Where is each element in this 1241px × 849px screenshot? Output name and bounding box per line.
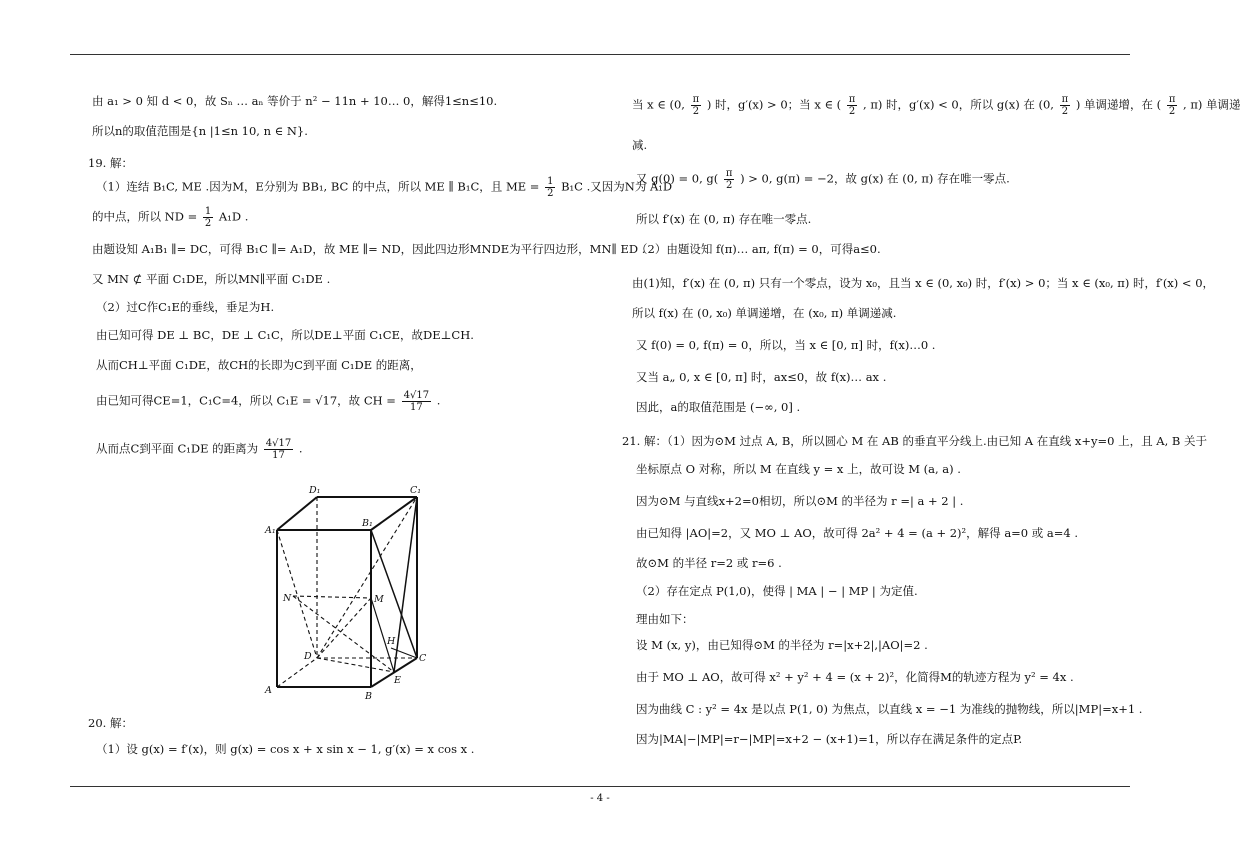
- problem-21-line: 21. 解：（1）因为⊙M 过点 A, B，所以圆心 M 在 AB 的垂直平分线上.由已知 A 在直线 x+y=0 上，且 A, B 关于: [622, 434, 1207, 448]
- text-line: （1）设 g(x) = f′(x)，则 g(x) = cos x + x sin x − 1, g′(x) = x cos x .: [96, 742, 475, 756]
- text-span: , π) 单调递: [1183, 97, 1241, 112]
- text-span: 又 g(0) = 0, g(: [636, 171, 719, 186]
- text-line: 设 M (x, y)，由已知得⊙M 的半径为 r=|x+2|,|AO|=2 .: [636, 638, 928, 652]
- text-span: .: [298, 441, 303, 456]
- text-line: 因为曲线 C : y² = 4x 是以点 P(1, 0) 为焦点，以直线 x = −1 为准线的抛物线，所以|MP|=x+1 .: [636, 702, 1143, 716]
- text-span: , π) 时，g′(x) < 0，所以 g(x) 在 (0,: [863, 97, 1054, 112]
- text-line: 减.: [632, 138, 648, 152]
- text-line: [92, 206, 248, 229]
- text-line: [96, 176, 672, 199]
- text-line: 又当 a„ 0, x ∈ [0, π] 时，ax≤0，故 f(x)… ax .: [636, 370, 887, 384]
- label-E: E: [394, 675, 401, 686]
- text-line: 坐标原点 O 对称，所以 M 在直线 y = x 上，故可设 M (a, a) .: [636, 462, 961, 476]
- text-line: 由于 MO ⊥ AO，故可得 x² + y² + 4 = (x + 2)²，化简得M的轨迹方程为 y² = 4x .: [636, 670, 1074, 684]
- text-line: 理由如下：: [636, 612, 694, 626]
- fraction: $\frac{\pi}{2}$: [848, 94, 856, 117]
- text-line: 所以 f′(x) 在 (0, π) 存在唯一零点.: [636, 212, 812, 226]
- text-line: 所以n的取值范围是{n |1≤n 10, n ∈ N}.: [92, 124, 308, 138]
- label-D: D: [304, 651, 312, 662]
- text-line: 由已知得 |AO|=2，又 MO ⊥ AO，故可得 2a² + 4 = (a + 2)²，解得 a=0 或 a=4 .: [636, 526, 1079, 540]
- problem-20-heading: 20. 解：: [88, 716, 133, 730]
- text-line: （2）过C作C₁E的垂线，垂足为H.: [96, 300, 275, 314]
- problem-19-heading: 19. 解：: [88, 156, 133, 170]
- text-span: .: [436, 393, 441, 408]
- text-line: （2）存在定点 P(1,0)，使得 | MA | − | MP | 为定值.: [636, 584, 918, 598]
- bottom-rule: [70, 786, 1130, 787]
- fraction: $\frac{4√17}{17}$: [265, 438, 292, 461]
- text-line: 又 MN ⊄ 平面 C₁DE，所以MN∥平面 C₁DE .: [92, 272, 331, 286]
- text-line: （2）由题设知 f(π)… aπ, f(π) = 0，可得a≤0.: [636, 242, 881, 256]
- label-M: M: [374, 594, 384, 605]
- top-rule: [70, 54, 1130, 55]
- label-H: H: [387, 636, 396, 647]
- text-line: 由(1)知，f′(x) 在 (0, π) 只有一个零点，设为 x₀，且当 x ∈ (0, x₀) 时，f′(x) > 0；当 x ∈ (x₀, π) 时，f′(x) < 0，: [632, 276, 1215, 290]
- text-line: 由已知可得 DE ⊥ BC，DE ⊥ C₁C，所以DE⊥平面 C₁CE，故DE⊥CH.: [96, 328, 474, 342]
- text-span: ) > 0, g(π) = −2，故 g(x) 在 (0, π) 存在唯一零点.: [740, 171, 1010, 186]
- text-span: A₁D .: [218, 209, 249, 224]
- text-line: [96, 438, 303, 461]
- text-line: 从而CH⊥平面 C₁DE，故CH的长即为C到平面 C₁DE 的距离，: [96, 358, 422, 372]
- text-line: 由 a₁ > 0 知 d < 0，故 Sₙ … aₙ 等价于 n² − 11n + 10… 0，解得1≤n≤10.: [92, 94, 498, 108]
- text-line: 由题设知 A₁B₁ ∥= DC，可得 B₁C ∥= A₁D，故 ME ∥= ND，因此四边形MNDE为平行四边形，MN∥ ED .: [92, 242, 646, 256]
- text-line: 因此，a的取值范围是 (−∞, 0] .: [636, 400, 801, 414]
- text-line: 因为⊙M 与直线x+2=0相切，所以⊙M 的半径为 r =| a + 2 | .: [636, 494, 964, 508]
- fraction: $\frac{\pi}{2}$: [725, 168, 733, 191]
- text-line: 所以 f(x) 在 (0, x₀) 单调递增，在 (x₀, π) 单调递减.: [632, 306, 897, 320]
- text-span: （1）连结 B₁C, ME .因为M，E分别为 BB₁, BC 的中点，所以 ME ∥ B₁C，且 ME =: [96, 179, 544, 194]
- label-B: B: [365, 691, 372, 702]
- label-C1: C₁: [410, 485, 422, 496]
- fraction: $\frac{\pi}{2}$: [1168, 94, 1176, 117]
- text-span: ) 时，g′(x) > 0；当 x ∈ (: [706, 97, 842, 112]
- label-B1: B₁: [362, 518, 373, 529]
- text-span: 的中点，所以 ND =: [92, 209, 201, 224]
- label-C: C: [419, 653, 427, 664]
- fraction: $\frac{4√17}{17}$: [403, 390, 430, 413]
- text-span: 当 x ∈ (0,: [632, 97, 685, 112]
- text-span: 从而点C到平面 C₁DE 的距离为: [96, 441, 259, 456]
- fraction: $\frac{1}{2}$: [204, 206, 212, 229]
- page-number: - 4 -: [590, 793, 610, 804]
- fraction: $\frac{\pi}{2}$: [692, 94, 700, 117]
- text-span: B₁C .又因为N为 A₁D: [561, 179, 673, 194]
- text-line: [636, 168, 1010, 191]
- text-span: 由已知可得CE=1，C₁C=4，所以 C₁E = √17，故 CH =: [96, 393, 400, 408]
- text-line: 故⊙M 的半径 r=2 或 r=6 .: [636, 556, 782, 570]
- fraction: $\frac{\pi}{2}$: [1061, 94, 1069, 117]
- label-N: N: [283, 593, 292, 604]
- label-A1: A₁: [265, 525, 276, 536]
- text-line: 因为|MA|−|MP|=r−|MP|=x+2 − (x+1)=1，所以存在满足条件的定点P.: [636, 732, 1023, 746]
- text-span: ) 单调递增，在 (: [1075, 97, 1162, 112]
- text-line: [632, 94, 1241, 117]
- label-A: A: [265, 685, 272, 696]
- label-D1: D₁: [309, 485, 321, 496]
- fraction: $\frac{1}{2}$: [547, 176, 554, 199]
- text-line: [96, 390, 440, 413]
- prism-figure: [255, 480, 445, 705]
- text-line: 又 f(0) = 0, f(π) = 0，所以，当 x ∈ [0, π] 时，f(x)…0 .: [636, 338, 936, 352]
